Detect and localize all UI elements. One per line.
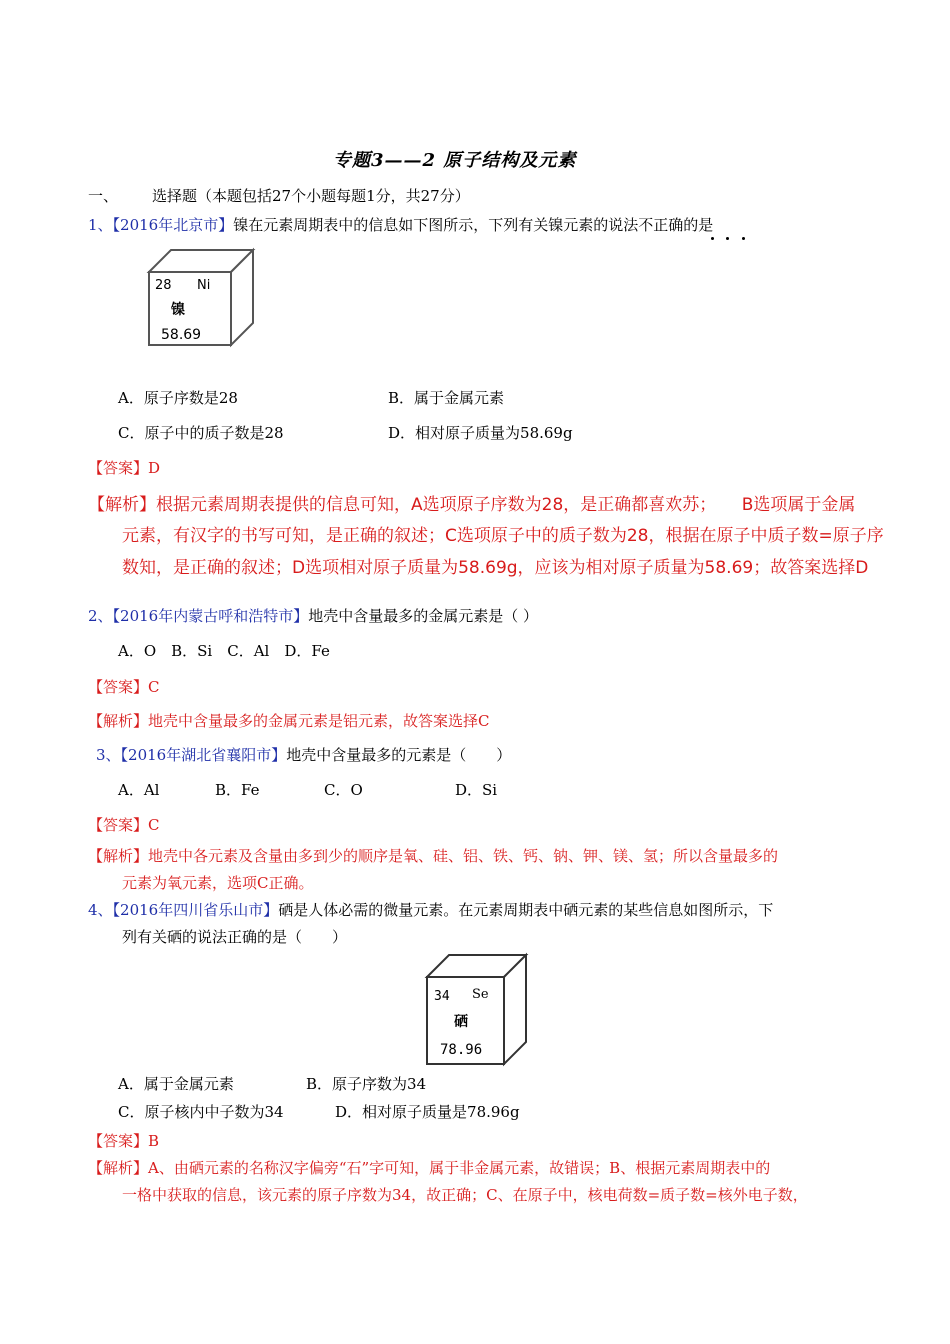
q3-answer: 【答案】C: [88, 816, 160, 834]
element-number: 34: [434, 989, 450, 1004]
element-number: 28: [155, 278, 172, 293]
q4-answer: 【答案】B: [88, 1132, 160, 1150]
q2-options: A．O B．Si C．Al D．Fe: [118, 642, 330, 660]
q1-option-c: C．原子中的质子数是28: [118, 424, 284, 442]
q3-analysis-line1: 【解析】地壳中各元素及含量由多到少的顺序是氧、硅、铝、铁、钙、钠、钾、镁、氢；所以含量最多的: [88, 847, 779, 865]
q1-line: [88, 215, 713, 235]
q3-option-a: A．Al: [118, 781, 160, 799]
q4-analysis-line1: 【解析】A、由硒元素的名称汉字偏旁“石”字可知，属于非金属元素，故错误；B、根据元素周期表中的: [88, 1159, 771, 1177]
q1-number: 1、: [88, 216, 113, 234]
q4-analysis-line2: 一格中获取的信息，该元素的原子序数为34，故正确；C、在原子中，核电荷数=质子数=核外电子数，: [122, 1186, 808, 1204]
element-mass: 78.96: [440, 1042, 483, 1058]
q4-text-line1: 硒是人体必需的微量元素。在元素周期表中硒元素的某些信息如图所示，下: [278, 901, 774, 919]
emphasis-dot: [711, 237, 714, 240]
q3-line: [96, 745, 511, 765]
q1-analysis-line3: 数知，是正确的叙述；D选项相对原子质量为58.69g，应该为相对原子质量为58.69；故答案选择D: [122, 558, 869, 578]
q1-option-d: D．相对原子质量为58.69g: [388, 424, 573, 442]
q3-analysis-line2: 元素为氧元素，选项C正确。: [122, 874, 314, 892]
q2-answer: 【答案】C: [88, 678, 160, 696]
element-name: 镍: [171, 302, 185, 318]
element-mass: 58.69: [161, 327, 202, 343]
nickel-element-card: [145, 247, 257, 349]
q4-tag: 【2016年四川省乐山市】: [112, 901, 279, 919]
q1-analysis-line1: 【解析】根据元素周期表提供的信息可知，A选项原子序数为28，是正确都喜欢苏； B选项属于金属: [88, 495, 856, 515]
q2-analysis: 【解析】地壳中含量最多的金属元素是铝元素，故答案选择C: [88, 712, 490, 730]
emphasis-dot: [742, 237, 745, 240]
page-title: 专题3——2 原子结构及元素: [333, 150, 577, 171]
q4-option-a: A．属于金属元素: [118, 1075, 234, 1093]
q4-option-b: B．原子序数为34: [306, 1075, 427, 1093]
q1-analysis-line2: 元素，有汉字的书写可知，是正确的叙述；C选项原子中的质子数为28，根据在原子中质子数=原子序: [122, 526, 884, 546]
q1-answer: 【答案】D: [88, 459, 161, 477]
q2-number: 2、: [88, 607, 113, 625]
q3-tag: 【2016年湖北省襄阳市】: [120, 746, 287, 764]
q1-text: 镍在元素周期表中的信息如下图所示，下列有关镍元素的说法不正确的是: [233, 216, 714, 234]
q2-line: [88, 606, 538, 626]
selenium-element-card: [424, 952, 530, 1068]
q4-text-line2: 列有关硒的说法正确的是（ ）: [122, 928, 348, 946]
q3-option-c: C．O: [324, 781, 363, 799]
q2-text: 地壳中含量最多的金属元素是（ ）: [308, 607, 539, 625]
q1-option-a: A．原子序数是28: [118, 389, 238, 407]
q3-text: 地壳中含量最多的元素是（ ）: [286, 746, 512, 764]
q4-number: 4、: [88, 901, 113, 919]
q4-option-c: C．原子核内中子数为34: [118, 1103, 284, 1121]
element-name: 硒: [454, 1014, 468, 1030]
element-symbol: Se: [472, 987, 489, 1002]
q2-tag: 【2016年内蒙古呼和浩特市】: [112, 607, 309, 625]
q4-line1: [88, 900, 773, 920]
section-heading: 选择题（本题包括27个小题每题1分，共27分）: [152, 187, 470, 205]
q3-option-b: B．Fe: [215, 781, 260, 799]
section-number: 一、: [88, 187, 119, 205]
q4-option-d: D．相对原子质量是78.96g: [335, 1103, 520, 1121]
q1-option-b: B．属于金属元素: [388, 389, 505, 407]
emphasis-dot: [726, 237, 729, 240]
element-symbol: Ni: [197, 278, 211, 293]
q3-number: 3、: [96, 746, 121, 764]
q1-tag: 【2016年北京市】: [112, 216, 234, 234]
q3-option-d: D．Si: [455, 781, 498, 799]
